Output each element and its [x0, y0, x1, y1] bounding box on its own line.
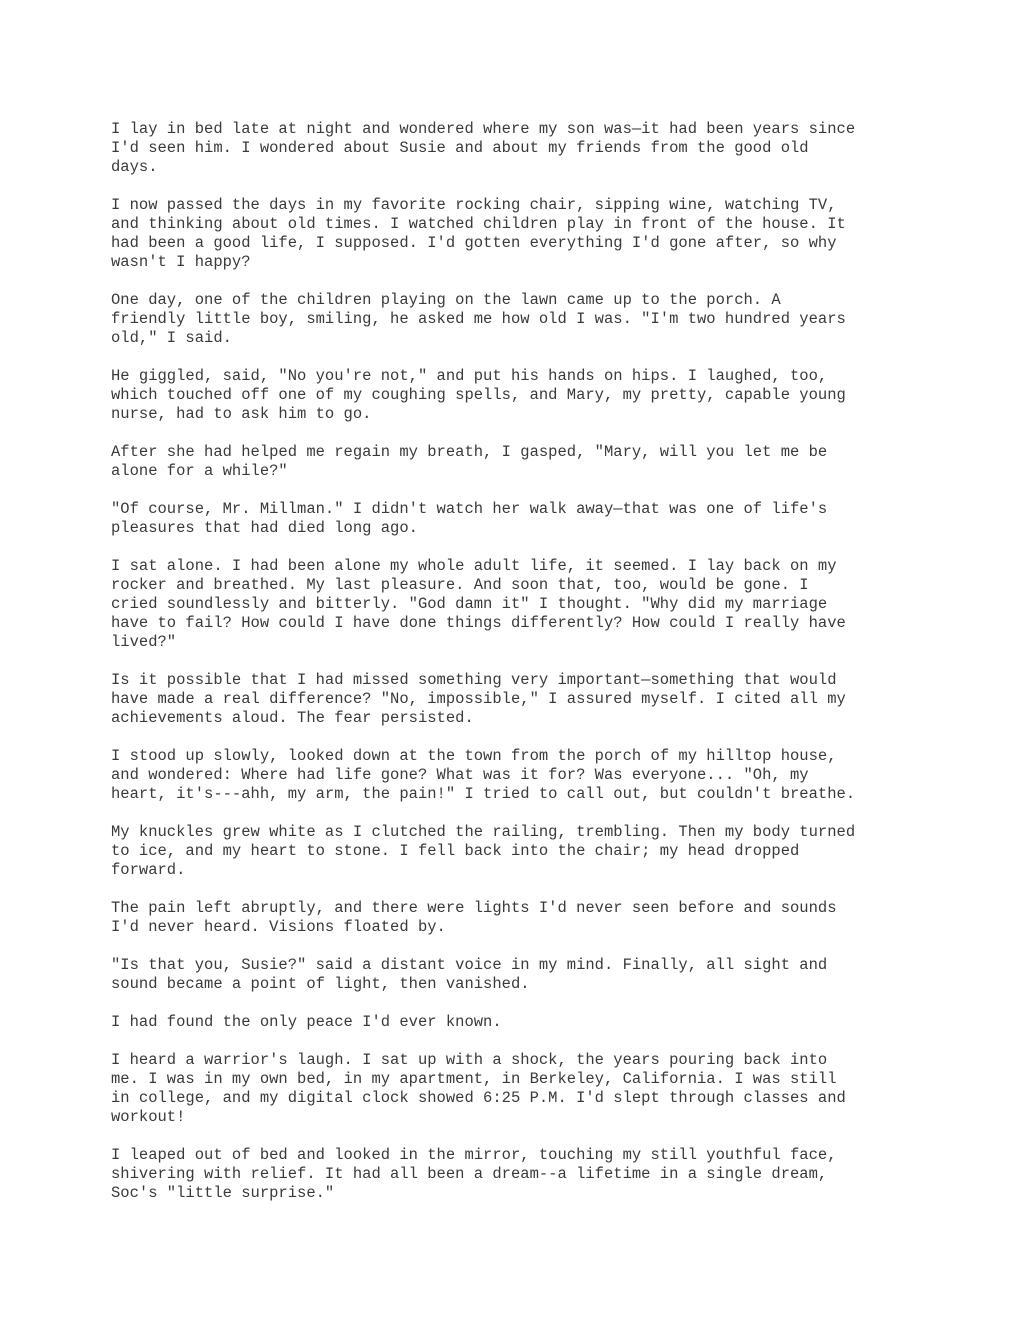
paragraph: Is it possible that I had missed something very important—something that would have made a real difference? "No, impossible," I assured myself. I cited all my achievements aloud. The fear persisted.	[111, 671, 846, 727]
paragraph: My knuckles grew white as I clutched the railing, trembling. Then my body turned to ice, and my heart to stone. I fell back into the chair; my head dropped forward.	[111, 823, 856, 879]
paragraph: I now passed the days in my favorite rocking chair, sipping wine, watching TV, and thinking about old times. I watched children play in front of the house. It had been a good life, I supposed. I'd gotten everything I'd gone after, so why wasn't I happy?	[111, 196, 846, 271]
paragraph: I stood up slowly, looked down at the town from the porch of my hilltop house, and wondered: Where had life gone? What was it for? Was everyone... "Oh, my heart, it's---ahh, my arm, the pain!" I tried to call out, but couldn't breathe.	[111, 747, 856, 803]
paragraph: After she had helped me regain my breath, I gasped, "Mary, will you let me be alone for a while?"	[111, 443, 828, 480]
paragraph: I leaped out of bed and looked in the mirror, touching my still youthful face, shivering with relief. It had all been a dream--a lifetime in a single dream, Soc's "little surprise."	[111, 1146, 837, 1202]
paragraph: He giggled, said, "No you're not," and put his hands on hips. I laughed, too, which touched off one of my coughing spells, and Mary, my pretty, capable young nurse, had to ask him to go.	[111, 367, 846, 423]
paragraph: "Of course, Mr. Millman." I didn't watch her walk away—that was one of life's pleasures that had died long ago.	[111, 500, 828, 537]
paragraph: One day, one of the children playing on the lawn came up to the porch. A friendly little boy, smiling, he asked me how old I was. "I'm two hundred years old," I said.	[111, 291, 846, 347]
paragraph: The pain left abruptly, and there were lights I'd never seen before and sounds I'd never heard. Visions floated by.	[111, 899, 837, 936]
paragraph: I heard a warrior's laugh. I sat up with a shock, the years pouring back into me. I was in my own bed, in my apartment, in Berkeley, California. I was still in college, and my digital clock showed 6:25 P.M. I'd slept through classes and workout!	[111, 1051, 846, 1126]
paragraph: I had found the only peace I'd ever known.	[111, 1013, 502, 1031]
paragraph: "Is that you, Susie?" said a distant voice in my mind. Finally, all sight and sound became a point of light, then vanished.	[111, 956, 828, 993]
document-body	[111, 120, 931, 1203]
paragraph: I lay in bed late at night and wondered where my son was—it had been years since I'd seen him. I wondered about Susie and about my friends from the good old days.	[111, 120, 856, 176]
paragraph: I sat alone. I had been alone my whole adult life, it seemed. I lay back on my rocker and breathed. My last pleasure. And soon that, too, would be gone. I cried soundlessly and bitterly. "God damn it" I thought. "Why did my marriage have to fail? How could I have done things differently? How could I really have lived?"	[111, 557, 846, 651]
